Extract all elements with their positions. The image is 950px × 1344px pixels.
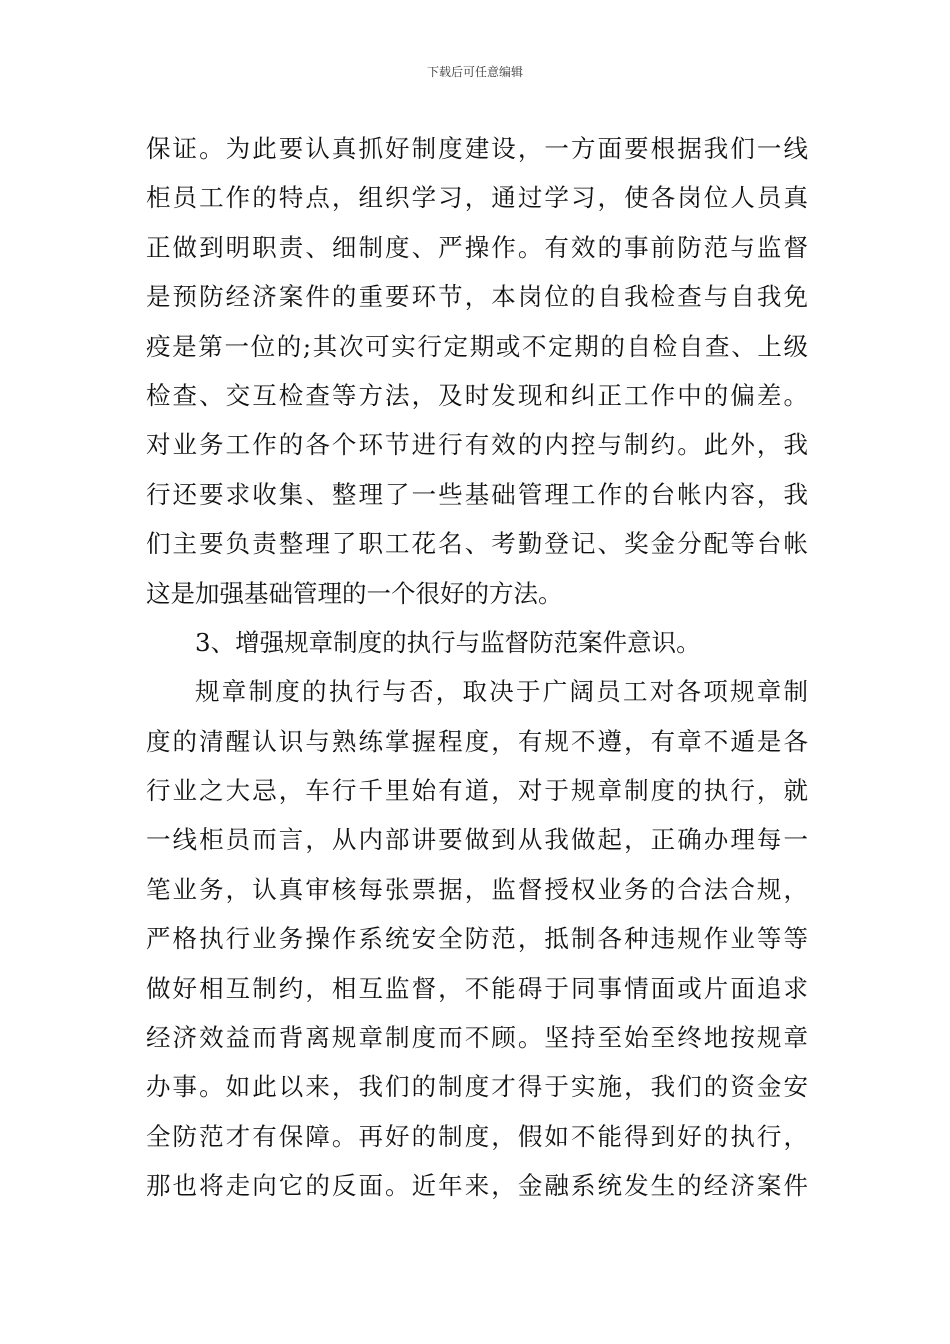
text-line: 办事。如此以来，我们的制度才得于实施，我们的资金安 [146, 1072, 808, 1102]
text-line: 那也将走向它的反面。近年来，金融系统发生的经济案件 [146, 1171, 808, 1201]
text-line: 笔业务，认真审核每张票据，监督授权业务的合法合规， [146, 874, 808, 904]
text-line: 这是加强基础管理的一个很好的方法。 [146, 578, 563, 608]
text-line: 疫是第一位的;其次可实行定期或不定期的自检自查、上级 [146, 331, 808, 361]
text-line: 一线柜员而言，从内部讲要做到从我做起，正确办理每一 [146, 825, 808, 855]
text-line: 检查、交互检查等方法，及时发现和纠正工作中的偏差。 [146, 380, 808, 410]
text-line: 是预防经济案件的重要环节，本岗位的自我检查与自我免 [146, 282, 808, 312]
text-line: 度的清醒认识与熟练掌握程度，有规不遵，有章不遁是各 [146, 726, 808, 756]
text-line: 们主要负责整理了职工花名、考勤登记、奖金分配等台帐 [146, 529, 808, 559]
text-line: 做好相互制约，相互监督，不能碍于同事情面或片面追求 [146, 973, 808, 1003]
text-line: 行还要求收集、整理了一些基础管理工作的台帐内容，我 [146, 479, 808, 509]
document-body [146, 124, 808, 1211]
text-line: 保证。为此要认真抓好制度建设，一方面要根据我们一线 [146, 134, 808, 163]
text-line: 柜员工作的特点，组织学习，通过学习，使各岗位人员真 [146, 183, 808, 213]
text-line: 规章制度的执行与否，取决于广阔员工对各项规章制 [195, 677, 808, 707]
text-line: 经济效益而背离规章制度而不顾。坚持至始至终地按规章 [146, 1023, 808, 1053]
text-line: 正做到明职责、细制度、严操作。有效的事前防范与监督 [146, 232, 808, 262]
text-line: 全防范才有保障。再好的制度，假如不能得到好的执行， [146, 1121, 808, 1151]
page-header: 下载后可任意编辑 [426, 65, 523, 79]
section-heading: 3、增强规章制度的执行与监督防范案件意识。 [195, 627, 701, 657]
text-line: 严格执行业务操作系统安全防范，抵制各种违规作业等等 [146, 924, 808, 954]
text-line: 对业务工作的各个环节进行有效的内控与制约。此外，我 [146, 430, 808, 460]
text-line: 行业之大忌，车行千里始有道，对于规章制度的执行，就 [146, 776, 808, 806]
